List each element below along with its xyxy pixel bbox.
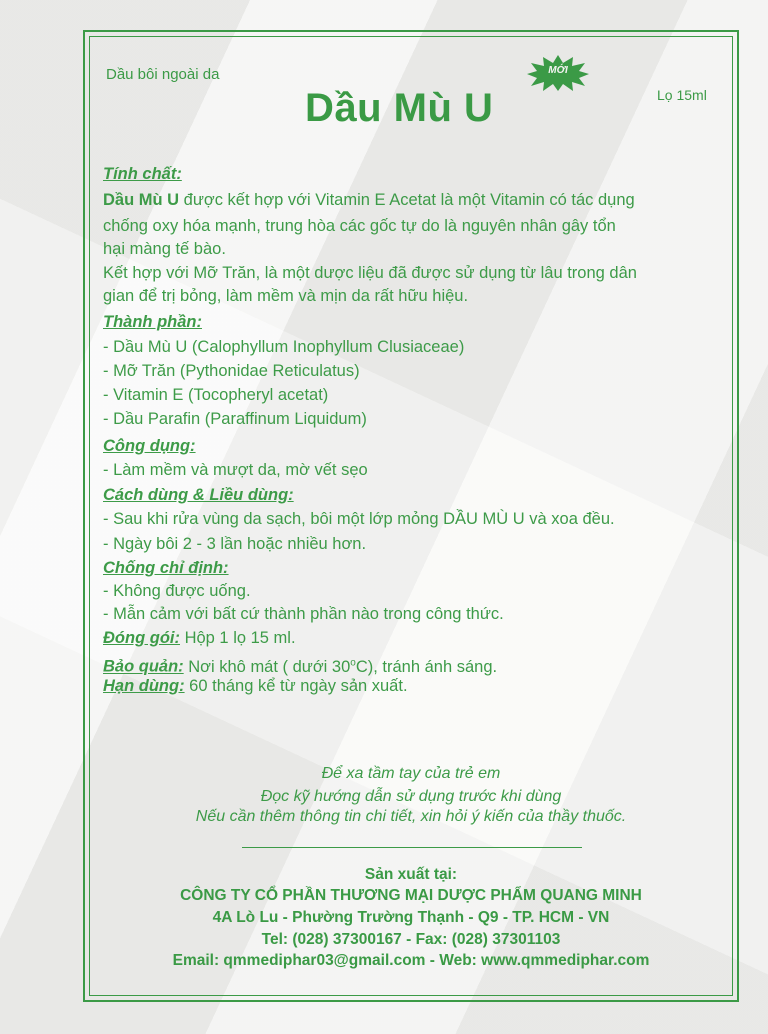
volume-label: Lọ 15ml bbox=[657, 87, 707, 103]
packaging-label: Đóng gói: bbox=[103, 629, 180, 647]
contraindication-item: - Không được uống. bbox=[103, 582, 251, 600]
ingredient-item: - Vitamin E (Tocopheryl acetat) bbox=[103, 386, 329, 404]
properties-line: Kết hợp với Mỡ Trăn, là một dược liệu đã được sử dụng từ lâu trong dân bbox=[103, 264, 637, 282]
contraindication-item: - Mẫn cảm với bất cứ thành phần nào trong công thức. bbox=[103, 605, 504, 623]
properties-line bbox=[103, 189, 635, 212]
shelf-life-row bbox=[103, 675, 408, 698]
manufacturer-phone: Tel: (028) 37300167 - Fax: (028) 37301103 bbox=[261, 931, 561, 948]
warning-line: Đọc kỹ hướng dẫn sử dụng trước khi dùng bbox=[260, 788, 562, 805]
product-name-inline: Dầu Mù U bbox=[103, 191, 180, 209]
manufacturer-company: CÔNG TY CỔ PHẦN THƯƠNG MẠI DƯỢC PHẨM QUANG MINH bbox=[180, 887, 642, 904]
properties-heading: Tính chất: bbox=[103, 165, 182, 183]
storage-value bbox=[188, 658, 497, 676]
shelf-life-value: 60 tháng kể từ ngày sản xuất. bbox=[189, 677, 408, 695]
ingredients-heading: Thành phần: bbox=[103, 313, 202, 331]
manufacturer-address: 4A Lò Lu - Phường Trường Thạnh - Q9 - TP. HCM - VN bbox=[212, 909, 610, 926]
new-badge bbox=[527, 55, 589, 91]
properties-line: hại màng tế bào. bbox=[103, 240, 226, 258]
packaging-value: Hộp 1 lọ 15 ml. bbox=[184, 629, 296, 647]
packaging-row bbox=[103, 627, 296, 650]
ingredient-item: - Mỡ Trăn (Pythonidae Reticulatus) bbox=[103, 362, 360, 380]
dosage-item: - Ngày bôi 2 - 3 lần hoặc nhiều hơn. bbox=[103, 535, 367, 553]
ingredient-item: - Dầu Parafin (Paraffinum Liquidum) bbox=[103, 410, 367, 428]
form-label: Dầu bôi ngoài da bbox=[106, 66, 220, 83]
contraindications-heading: Chống chỉ định: bbox=[103, 559, 229, 577]
manufacturer-heading: Sản xuất tại: bbox=[364, 866, 458, 883]
uses-heading: Công dụng: bbox=[103, 437, 196, 455]
new-badge-label: MỚI bbox=[548, 65, 568, 76]
properties-line: gian để trị bỏng, làm mềm và mịn da rất hữu hiệu. bbox=[103, 287, 469, 305]
warning-line: Nếu cần thêm thông tin chi tiết, xin hỏi ý kiến của thầy thuốc. bbox=[195, 808, 627, 825]
degree-mark: o bbox=[350, 657, 356, 668]
properties-text: được kết hợp với Vitamin E Acetat là một Vitamin có tác dụng bbox=[179, 191, 635, 209]
ingredient-item: - Dầu Mù U (Calophyllum Inophyllum Clusiaceae) bbox=[103, 338, 465, 356]
uses-item: - Làm mềm và mượt da, mờ vết sẹo bbox=[103, 461, 368, 479]
product-title: Dầu Mù U bbox=[305, 86, 494, 130]
storage-value-text: C), tránh ánh sáng. bbox=[355, 657, 498, 676]
manufacturer-contact: Email: qmmediphar03@gmail.com - Web: www.qmmediphar.com bbox=[172, 952, 650, 969]
dosage-heading: Cách dùng & Liều dùng: bbox=[103, 486, 294, 504]
storage-value-text: Nơi khô mát ( dưới 30 bbox=[188, 657, 351, 676]
warning-line: Để xa tầm tay của trẻ em bbox=[321, 765, 501, 782]
dosage-item: - Sau khi rửa vùng da sạch, bôi một lớp mỏng DẦU MÙ U và xoa đều. bbox=[103, 510, 615, 528]
divider bbox=[242, 847, 582, 848]
shelf-life-label: Hạn dùng: bbox=[103, 677, 185, 695]
storage-label: Bảo quản: bbox=[103, 657, 184, 676]
properties-line: chống oxy hóa mạnh, trung hòa các gốc tự do là nguyên nhân gây tổn bbox=[103, 217, 616, 235]
